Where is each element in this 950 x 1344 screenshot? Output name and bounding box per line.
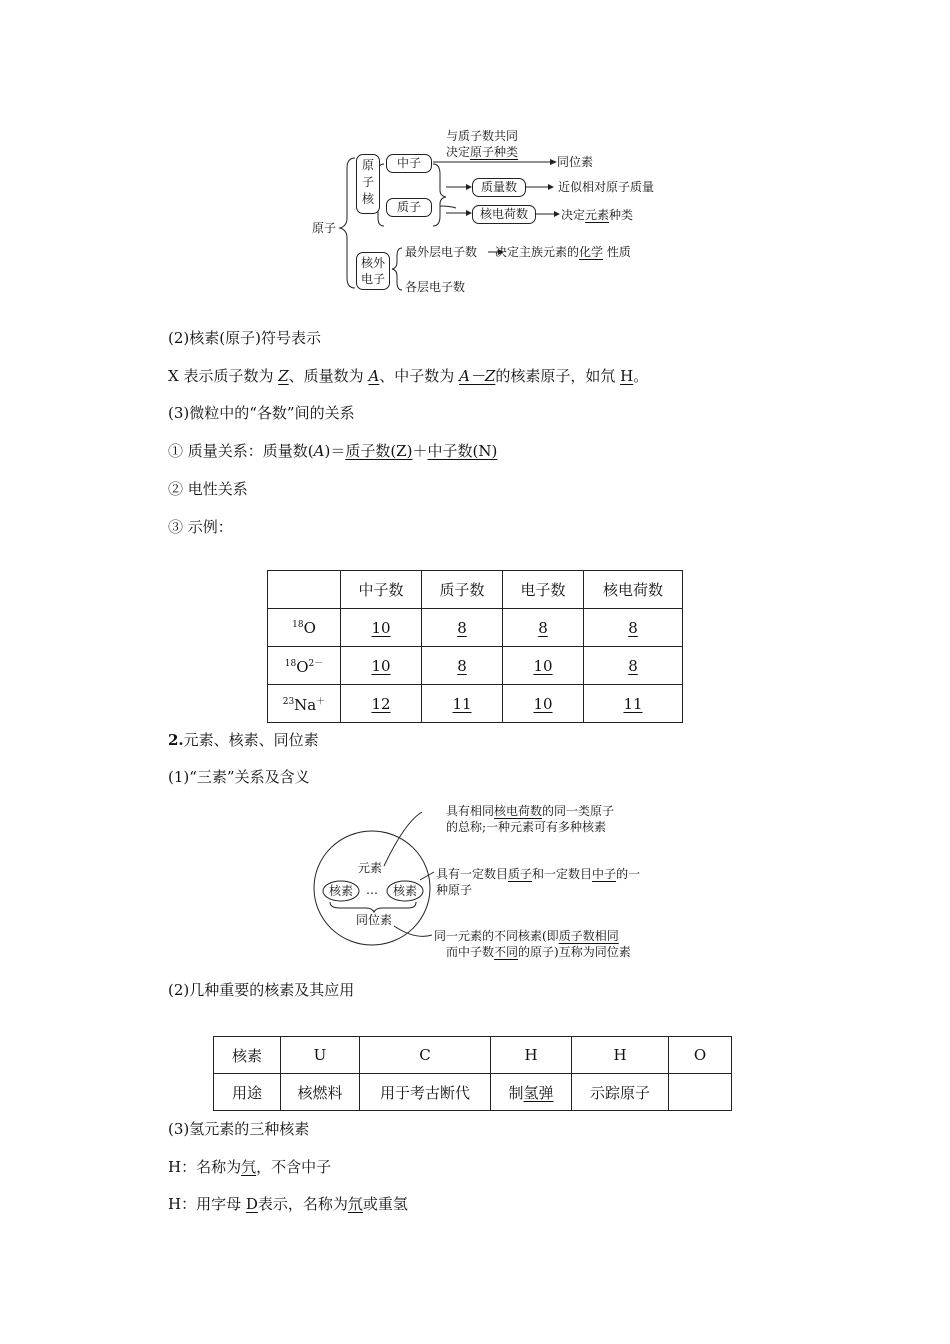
underlined: 中子数(N)	[427, 442, 498, 460]
table-header-row	[268, 571, 683, 609]
table-row	[268, 647, 683, 685]
text: 同一元素的不同核素(即	[434, 929, 559, 943]
three-elements-heading: (1)“三素”关系及含义	[168, 768, 310, 786]
nuclide-definition-line1	[436, 866, 640, 882]
note-top-line1: 与质子数共同	[446, 129, 519, 143]
element-symbol: Na	[294, 695, 317, 714]
nuclide-right-label: 核素	[393, 884, 418, 898]
value-cell: 8	[503, 609, 584, 647]
label-text: 决定主族元素的	[495, 245, 580, 259]
value-cell: 10	[341, 647, 422, 685]
text: 的核素原子，如氘	[495, 367, 621, 385]
value-cell: 12	[341, 685, 422, 723]
value-cell: 11	[422, 685, 503, 723]
underlined: 中子	[592, 867, 617, 881]
value-cell: 10	[341, 609, 422, 647]
table-cell: H	[491, 1037, 572, 1074]
table-header-cell: 质子数	[422, 571, 503, 609]
underlined: 质子数(Z)	[345, 442, 413, 460]
text: X 表示质子数为	[168, 367, 279, 385]
element-symbol: O	[296, 657, 309, 676]
value-cell: 10	[503, 685, 584, 723]
charge-relation: ② 电性关系	[168, 480, 248, 498]
atom-label: 原子	[312, 221, 337, 235]
underlined: 氘	[347, 1195, 363, 1213]
table-cell	[669, 1074, 732, 1111]
nuclide-left-label: 核素	[329, 884, 354, 898]
text: 、中子数为	[379, 367, 460, 385]
mass-relation	[168, 441, 497, 461]
text: 的同一类原子	[542, 804, 615, 818]
box-line: 核外	[360, 256, 385, 270]
neutron-box: 中子	[386, 154, 432, 173]
nucleus-char: 子	[361, 175, 374, 189]
nucleus-box	[356, 154, 380, 214]
approx-mass-label: 近似相对原子质量	[558, 180, 655, 194]
nuclide-application-table	[213, 1036, 732, 1111]
isotope-definition-line1	[434, 928, 619, 944]
underlined: 核电荷数	[494, 804, 543, 818]
note-underlined: 原子种类	[470, 145, 519, 159]
text: ，不含中子	[256, 1158, 332, 1176]
label-text: 决定	[561, 208, 586, 222]
isotope-definition-line2	[446, 944, 631, 960]
value-cell: 10	[503, 647, 584, 685]
text: 具有一定数目	[436, 867, 509, 881]
underlined: D	[245, 1195, 258, 1213]
nucleus-char: 核	[361, 192, 374, 206]
symbol-description	[168, 366, 648, 386]
table-cell: 用途	[214, 1074, 281, 1111]
mass-number-box: 质量数	[472, 178, 526, 197]
table-cell	[491, 1074, 572, 1111]
layer-electrons-label: 各层电子数	[405, 280, 466, 294]
text: )＝	[324, 442, 346, 460]
underlined: 质子	[508, 867, 533, 881]
isotope-label: 同位素	[557, 155, 594, 169]
text: 表示，名称为	[257, 1195, 348, 1213]
underlined: A－Z	[459, 367, 496, 385]
text: 。	[633, 367, 649, 385]
text: H：用字母	[168, 1195, 246, 1213]
mass-number: 23	[282, 696, 295, 707]
proton-box: 质子	[386, 198, 432, 217]
dots: …	[366, 883, 378, 897]
text: 的原子)互称为同位素	[518, 945, 631, 959]
example-label: ③ 示例：	[168, 518, 233, 536]
value-cell: 8	[422, 609, 503, 647]
table-cell: O	[669, 1037, 732, 1074]
table-row	[214, 1037, 732, 1074]
table-cell: H	[572, 1037, 669, 1074]
table-cell: 核素	[214, 1037, 281, 1074]
nuclide-definition-line2: 种原子	[436, 883, 473, 897]
table-row	[214, 1074, 732, 1111]
table-cell: 用于考古断代	[360, 1074, 491, 1111]
ion-charge: 2－	[308, 658, 324, 669]
outer-electrons-line	[405, 244, 631, 260]
nuclear-charge-box: 核电荷数	[472, 205, 536, 224]
heading-2	[168, 730, 319, 750]
value-cell: 8	[422, 647, 503, 685]
underlined: H	[620, 367, 634, 385]
text: A	[313, 442, 325, 460]
underlined: 不同	[494, 945, 519, 959]
element-definition-line2: 的总称;一种元素可有多种核素	[446, 820, 607, 834]
table-cell: C	[360, 1037, 491, 1074]
heading-number: 2.	[168, 731, 184, 749]
value-cell: 8	[584, 609, 683, 647]
label-underlined: 化学	[579, 245, 604, 259]
element-label: 元素	[358, 861, 383, 875]
text: 制	[508, 1083, 524, 1102]
underlined: Z	[278, 367, 289, 385]
section-2-heading: (2)核素(原子)符号表示	[168, 329, 321, 347]
table-header-cell	[268, 571, 341, 609]
table-header-cell: 核电荷数	[584, 571, 683, 609]
isotope-label: 同位素	[356, 913, 393, 927]
value-cell: 11	[584, 685, 683, 723]
protium-line	[168, 1157, 331, 1177]
element-definition-line1	[446, 803, 614, 819]
table-row	[268, 609, 683, 647]
underlined: 质子数相同	[558, 929, 619, 943]
decide-element-label	[561, 207, 633, 223]
label-underlined: 元素	[585, 208, 610, 222]
underlined: 氢弹	[523, 1083, 554, 1102]
table-cell: 示踪原子	[572, 1074, 669, 1111]
mass-number: 18	[284, 658, 297, 669]
table-header-cell: 电子数	[503, 571, 584, 609]
text: H：名称为	[168, 1158, 242, 1176]
table-row	[268, 685, 683, 723]
section-3-heading: (3)微粒中的“各数”间的关系	[168, 404, 355, 422]
species-cell	[268, 647, 341, 685]
underlined: 氕	[241, 1158, 257, 1176]
table-cell: 核燃料	[281, 1074, 360, 1111]
label-text: 性质	[606, 245, 631, 259]
label-text: 最外层电子数	[405, 245, 478, 259]
heading-text: 元素、核素、同位素	[183, 731, 319, 749]
box-line: 电子	[360, 272, 385, 286]
hydrogen-nuclides-heading: (3)氢元素的三种核素	[168, 1120, 310, 1138]
element-symbol: O	[303, 618, 316, 637]
value-cell: 8	[584, 647, 683, 685]
text: 或重氢	[362, 1195, 408, 1213]
important-nuclides-heading: (2)几种重要的核素及其应用	[168, 981, 355, 999]
table-cell: U	[281, 1037, 360, 1074]
ion-charge: ＋	[316, 696, 326, 707]
deuterium-line	[168, 1194, 408, 1214]
underlined: A	[368, 367, 380, 385]
extranuclear-box	[356, 252, 390, 290]
text: ＋	[412, 442, 428, 460]
text: 、质量数为	[288, 367, 369, 385]
text: ① 质量关系：质量数(	[168, 442, 314, 460]
text: 和一定数目	[532, 867, 593, 881]
species-cell	[268, 685, 341, 723]
nucleus-char: 原	[361, 158, 374, 172]
note-top-line2	[446, 144, 518, 160]
text: 具有相同	[446, 804, 495, 818]
note-text: 决定	[446, 145, 471, 159]
particle-count-table	[267, 570, 683, 723]
text: 而中子数	[446, 945, 495, 959]
species-cell	[268, 609, 341, 647]
label-text: 种类	[609, 208, 634, 222]
text: 的一	[616, 867, 641, 881]
mass-number: 18	[292, 619, 304, 630]
table-header-cell: 中子数	[341, 571, 422, 609]
